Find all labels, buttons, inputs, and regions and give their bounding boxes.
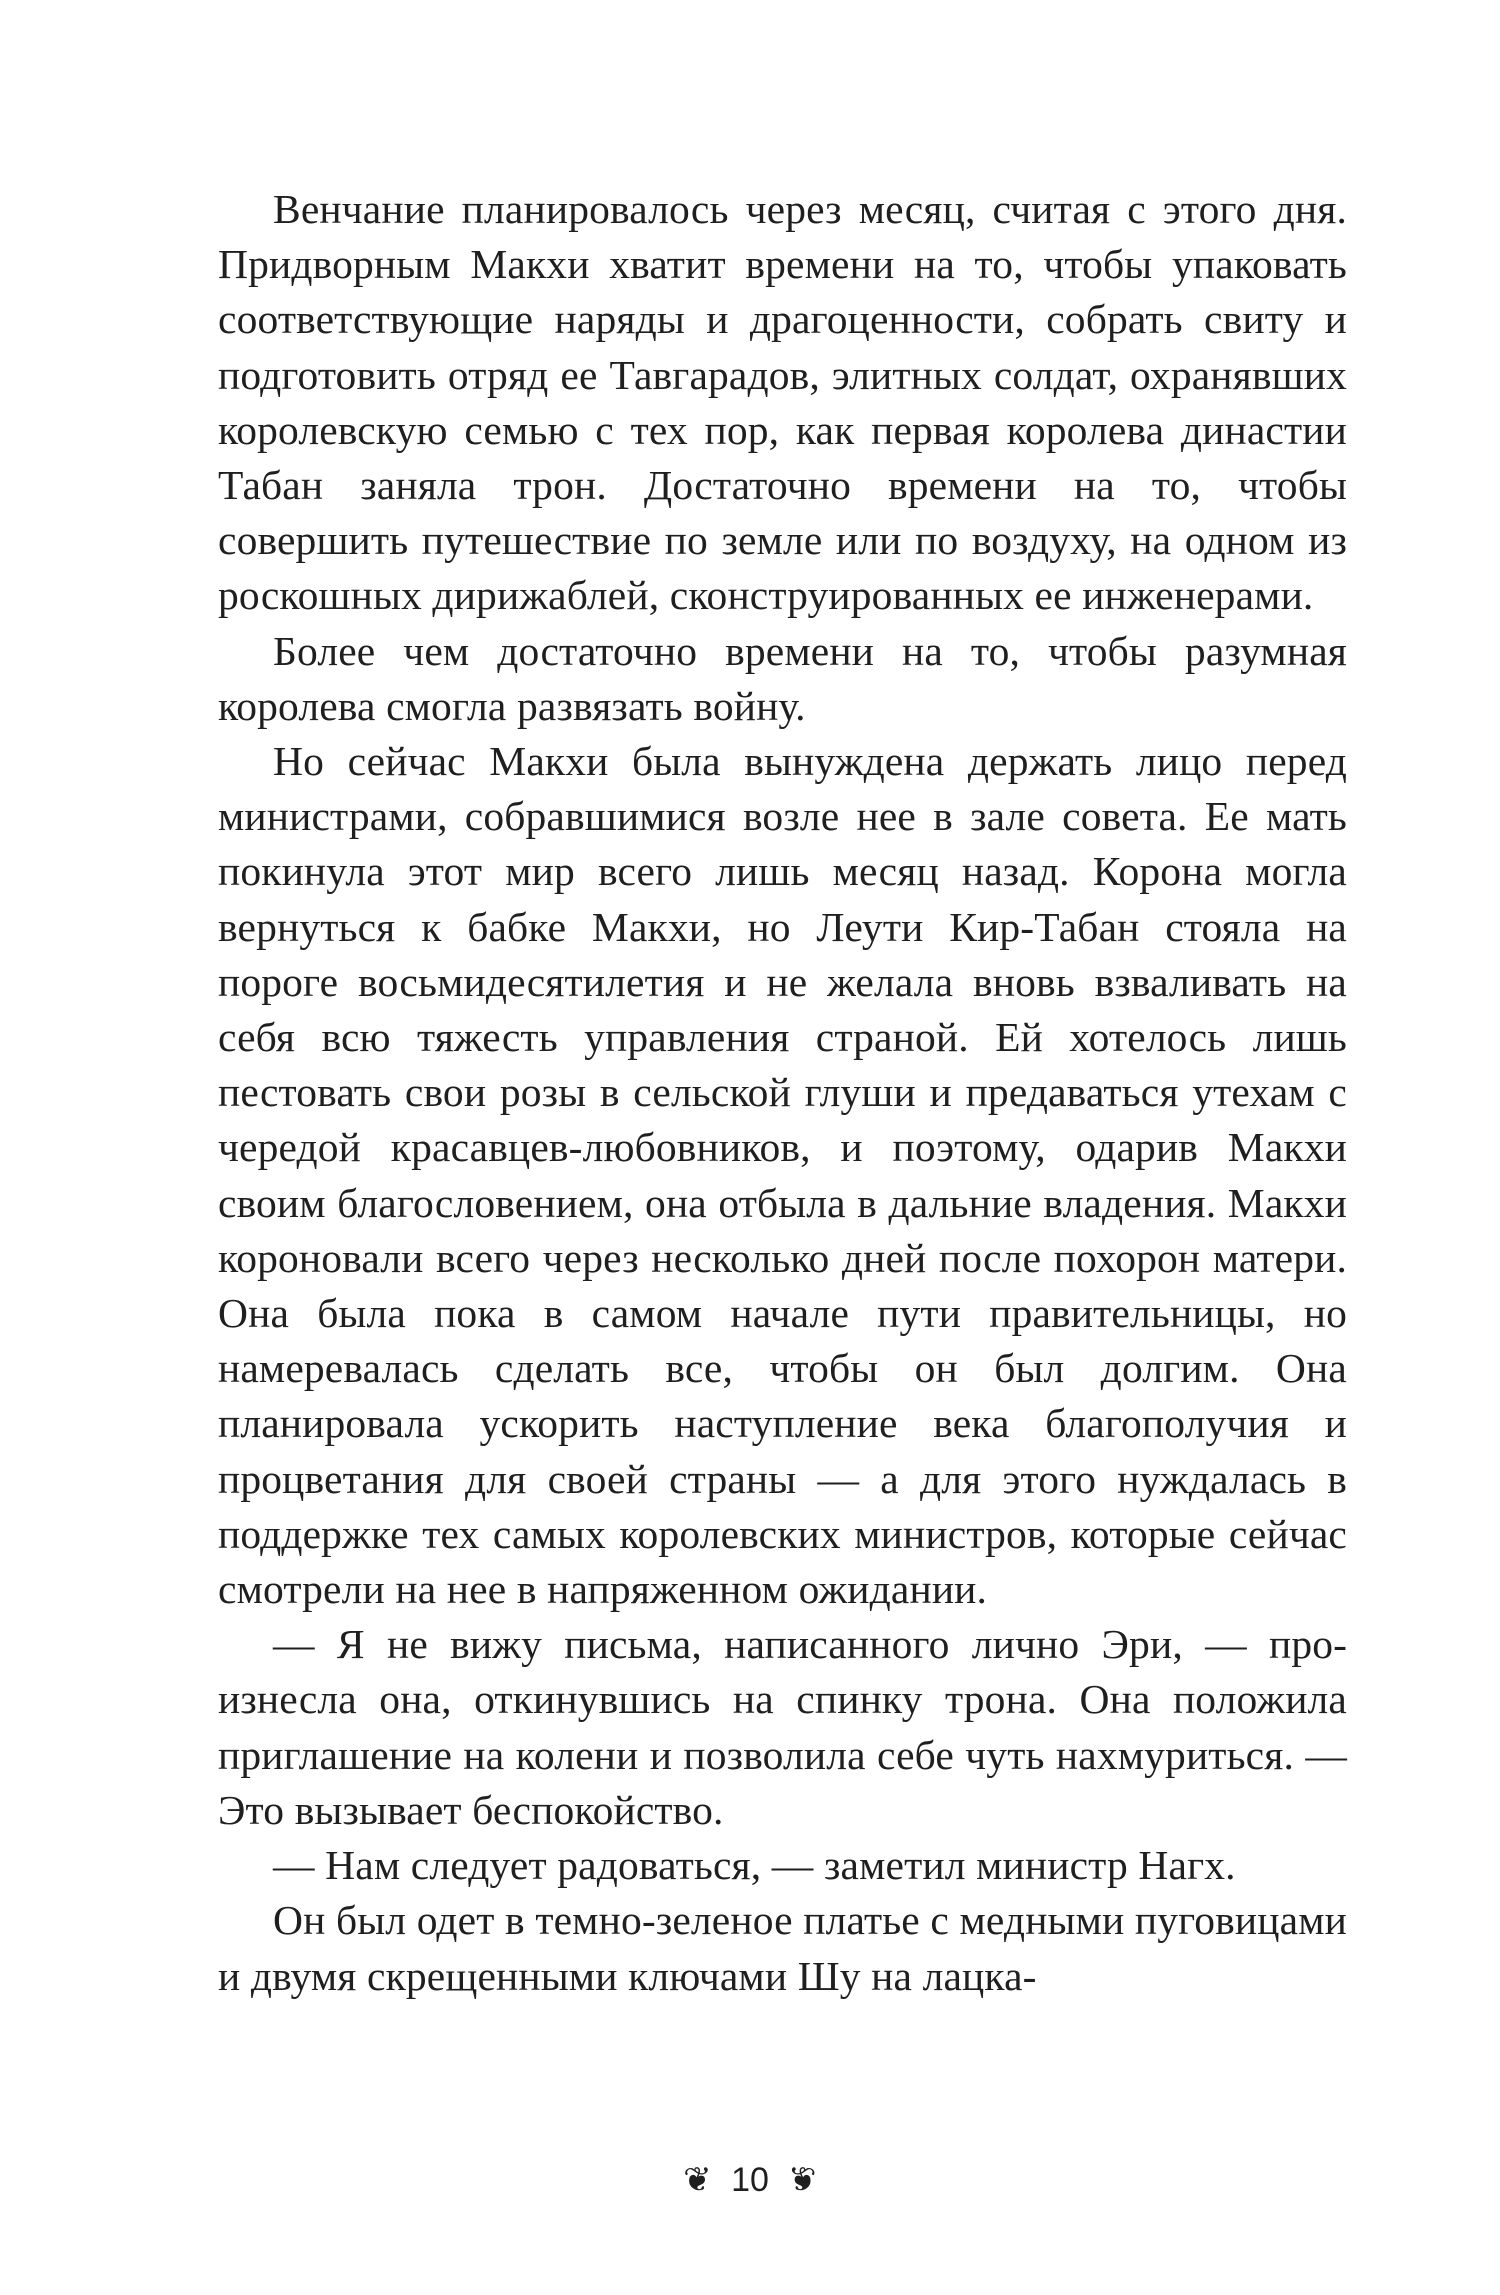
paragraph-2: Более чем достаточно времени на то, чтобы разумная королева смогла развязать войну.	[218, 627, 1347, 729]
paragraph-3: Но сейчас Макхи была вынуждена держать лицо перед министрами, собравшимися возле нее в зале совета. Ее мать покинула этот мир всего лишь месяц назад. Корона могла вернуться к бабке Макхи, но Леути Кир-Табан стояла на пороге восьмидесятилетия и не желала вновь взваливать на себя всю тяжесть управления страной. Ей хотелось лишь пестовать свои розы в сельской глуши и предаваться утехам с чередой красавцев-любовников, и поэтому, одарив Макхи своим благословением, она отбыла в дальние владения. Макхи короновали всего через несколько дней после похорон матери. Она была пока в самом начале пути правительницы, но намеревалась сделать все, чтобы он был долгим. Она планировала ускорить наступление века благополучия и процветания для своей страны — а для этого нуждалась в поддержке тех самых королевских министров, которые сейчас смотрели на нее в напряженном ожидании.	[218, 738, 1347, 1613]
paragraph-1: Венчание планировалось через месяц, считая с этого дня. Придворным Макхи хватит времени на то, чтобы упаковать соответствующие наряды и драгоценности, собрать свиту и подготовить отряд ее Тавгарадов, элитных солдат, охранявших королевскую семью с тех пор, как первая королева династии Табан заняла трон. Достаточно времени на то, чтобы совершить путешествие по земле или по воздуху, на одном из роскошных дирижаблей, сконструированных ее инженерами.	[218, 186, 1347, 619]
body-text	[218, 182, 1347, 2004]
paragraph-4: — Я не вижу письма, написанного лично Эри, — произнесла она, откинувшись на спинку трона. Она положила приглашение на колени и позволила себе чуть нахмуриться. — Это вызывает беспокойство.	[218, 1621, 1347, 1833]
paragraph-5: — Нам следует радоваться, — заметил министр Нагх.	[273, 1842, 1236, 1889]
paragraph-6: Он был одет в темно-зеленое платье с медными пуговицами и двумя скрещенными ключами Шу на лацка-	[218, 1897, 1347, 1999]
page-footer	[0, 2158, 1500, 2200]
fleuron-right-icon: ❦	[788, 2160, 817, 2201]
fleuron-left-icon: ❦	[683, 2160, 712, 2201]
page-number: 10	[731, 2161, 769, 2200]
